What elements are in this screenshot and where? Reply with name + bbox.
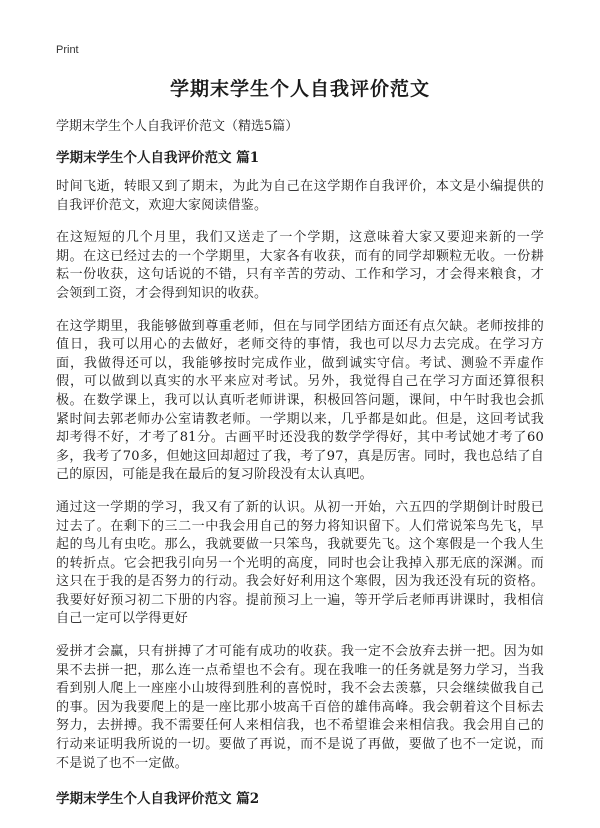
paragraph-1: 时间飞逝，转眼又到了期末，为此为自己在这学期作自我评价，本文是小编提供的自我评价范文，欢迎大家阅读借鉴。 <box>56 179 544 213</box>
paragraph-3: 在这学期里，我能够做到尊重老师，但在与同学团结方面还有点欠缺。老师按排的值日，我可以用心的去做好，老师交待的事情，我也可以尽力去完成。在学习方面，我做得还可以，我能够按时完成作业，做到诚实守信。考试、测验不弄虚作假，可以做到以真实的水平来应对考试。另外，我觉得自己在学习方面还算很积极。在数学课上，我可以认真听老师讲课，积极回答问题，课间，中午时我也会抓紧时间去郭老师办公室请教老师。一学期以来，几乎都是如此。但是，这回考试我却考得不好，才考了81分。古画平时还没我的数学学得好，其中考试她才考了60多，我考了70多，但她这回却超过了我，考了97，真是厉害。同时，我也总结了自己的原因，可能是我在最后的复习阶段没有太认真吧。 <box>56 318 545 483</box>
paragraph-5: 爱拼才会赢，只有拼搏了才可能有成功的收获。我一定不会放弃去拼一把。因为如果不去拼一把，那么连一点希望也不会有。现在我唯一的任务就是努力学习，当我看到别人爬上一座座小山坡得到胜利的喜悦时，我不会去羡慕，只会继续做我自己的事。因为我要爬上的是一座比那小坡高千百倍的雄伟高峰。我会朝着这个目标去努力，去拼搏。我不需要任何人来相信我，也不希望谁会来相信我。我会用自己的行动来证明我所说的一切。要做了再说，而不是说了再做，要做了也不一定说，而不是说了也不一定做。 <box>56 644 544 771</box>
document-subtitle: 学期末学生个人自我评价范文（精选5篇） <box>56 119 299 134</box>
document-title: 学期末学生个人自我评价范文 <box>169 78 430 100</box>
paragraph-4: 通过这一学期的学习，我又有了新的认识。从初一开始，六五四的学期倒计时殷已过去了。在剩下的三二一中我会用自己的努力将知识留下。人们常说笨鸟先飞，早起的鸟儿有虫吃。那么，我就要做一只笨鸟，我就要先飞。这个寒假是一个我人生的转折点。它会把我引向另一个光明的高度，同时也会让我掉入那无底的深渊。而这只在于我的是否努力的行动。我会好好利用这个寒假，因为我还没有玩的资格。我要好好预习初二下册的内容。提前预习上一遍，等开学后老师再讲课时，我相信自己一定可以学得更好 <box>56 499 544 627</box>
section-2-heading: 学期末学生个人自我评价范文 篇2 <box>56 791 260 808</box>
section-1-heading: 学期末学生个人自我评价范文 篇1 <box>56 150 260 166</box>
print-label: Print <box>56 44 79 56</box>
paragraph-2: 在这短短的几个月里，我们又送走了一个学期，这意味着大家又要迎来新的一学期。在这已经过去的一个学期里，大家各有收获，而有的同学却颗粒无收。一份耕耘一份收获，这句话说的不错，只有辛苦的劳动、工作和学习，才会得来粮食，才会领到工资，才会得到知识的收获。 <box>56 230 544 301</box>
